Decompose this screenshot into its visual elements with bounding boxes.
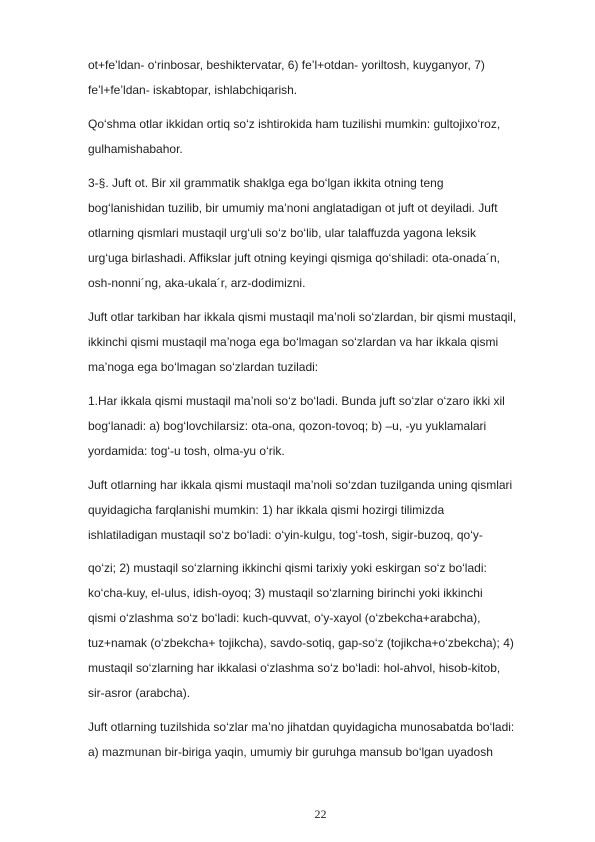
text-line: gulhamishabahor. — [88, 142, 183, 156]
text-line: qo‘zi; 2) mustaqil so‘zlarning ikkinchi qismi tarixiy yoki eskirgan so‘z bo‘ladi: — [88, 561, 487, 575]
text-line: bog‘lanadi: a) bog‘lovchilarsiz: ota-ona, qozon-tovoq; b) –u, -yu yuklamalari — [88, 419, 487, 433]
text-line: Juft otlarning har ikkala qismi mustaqil ma’noli so‘zdan tuzilganda uning qismlari — [88, 478, 513, 492]
text-line: Qo‘shma otlar ikkidan ortiq so‘z ishtirokida ham tuzilishi mumkin: gultojixo‘roz, — [88, 117, 501, 131]
page-number: 22 — [314, 807, 327, 821]
text-line: fe’l+fe’ldan- iskabtopar, ishlabchiqarish. — [88, 83, 298, 97]
text-line: ma’noga ega bo‘lmagan so‘zlardan tuziladi: — [88, 360, 319, 374]
text-line: ot+fe’ldan- o‘rinbosar, beshiktervatar, 6) fe’l+otdan- yoriltosh, kuyganyor, 7) — [88, 58, 485, 72]
text-line: qismi o‘zlashma so‘z bo‘ladi: kuch-quvvat, o‘y-xayol (o‘zbekcha+arabcha), — [88, 611, 481, 625]
text-line: Juft otlarning tuzilshida so‘zlar ma’no jihatdan quyidagicha munosabatda bo‘ladi: — [88, 720, 515, 734]
text-line: quyidagicha farqlanishi mumkin: 1) har ikkala qismi hozirgi tilimizda — [88, 503, 445, 517]
text-line: sir-asror (arabcha). — [88, 686, 191, 700]
text-line: osh-nonni´ng, aka-ukala´r, arz-dodimizni. — [88, 276, 306, 290]
text-line: bog‘lanishidan tuzilib, bir umumiy ma’noni anglatadigan ot juft ot deyiladi. Juft — [88, 201, 498, 215]
text-line: otlarning qismlari mustaqil urg‘uli so‘z bo‘lib, ular talaffuzda yagona leksik — [88, 226, 476, 240]
text-line: ko‘cha-kuy, el-ulus, idish-oyoq; 3) mustaqil so‘zlarning birinchi yoki ikkinchi — [88, 586, 483, 600]
section-heading-line: 3-§. Juft ot. Bir xil grammatik shaklga ega bo‘lgan ikkita otning teng — [88, 176, 444, 190]
text-line: urg‘uga birlashadi. Affikslar juft otning keyingi qismiga qo‘shiladi: ota-onada´n, — [88, 251, 501, 265]
text-line: tuz+namak (o‘zbekcha+ tojikcha), savdo-sotiq, gap-so‘z (tojikcha+o‘zbekcha); 4) — [88, 636, 514, 650]
text-line: ishlatiladigan mustaqil so‘z bo‘ladi: o‘yin-kulgu, tog‘-tosh, sigir-buzoq, qo‘y- — [88, 528, 483, 542]
text-line: mustaqil so‘zlarning har ikkalasi o‘zlashma so‘z bo‘ladi: hol-ahvol, hisob-kitob, — [88, 661, 501, 675]
text-line: 1.Har ikkala qismi mustaqil ma’noli so‘z bo‘ladi. Bunda juft so‘zlar o‘zaro ikki xil — [88, 394, 505, 408]
text-line: a) mazmunan bir-biriga yaqin, umumiy bir guruhga mansub bo‘lgan uyadosh — [88, 745, 493, 759]
text-line: yordamida: tog‘-u tosh, olma-yu o‘rik. — [88, 444, 285, 458]
text-line: ikkinchi qismi mustaqil ma’noga ega bo‘lmagan so‘zlardan va har ikkala qismi — [88, 335, 499, 349]
text-line: Juft otlar tarkiban har ikkala qismi mustaqil ma’noli so‘zlardan, bir qismi mustaqil, — [88, 310, 517, 324]
